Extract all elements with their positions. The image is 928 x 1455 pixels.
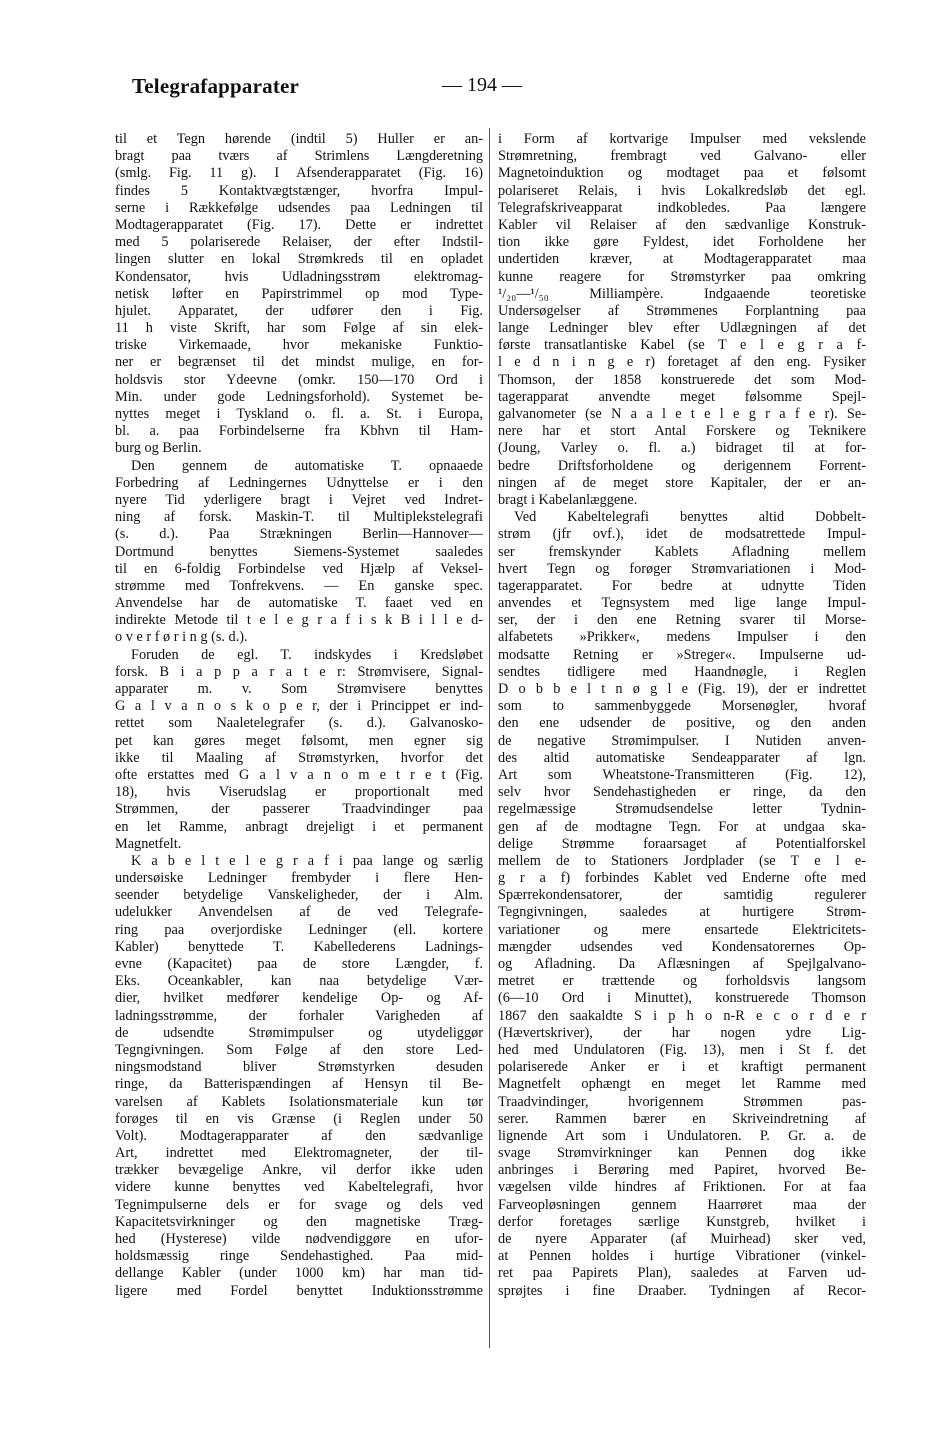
text-line: gen af de modtagne Tegn. For at undgaa ska- [498, 818, 866, 835]
text-line: til en 6-foldig Forbindelse ved Hjælp af Veksel- [115, 560, 483, 577]
text-line: apparater m. v. Som Strømvisere benyttes [115, 681, 483, 697]
text-line: forøges til en vis Grænse (i Reglen under 50 [115, 1110, 483, 1127]
text-line: hed (Hysterese) vilde nødvendiggøre en ufor- [115, 1231, 483, 1247]
text-line: videre kunne benyttes ved Kabeltelegrafi, hvor [115, 1179, 483, 1196]
text-line: lignende Art som i Undulatoren. P. Gr. a. de [498, 1127, 866, 1144]
text-line: (6—10 Ord i Minuttet), konstruerede Thomson [498, 990, 866, 1007]
text-line: Farveopløsningen gennem Haarrøret maa der [498, 1196, 866, 1213]
text-line: svage Strømvirkninger kan Pennen dog ikke [498, 1145, 866, 1162]
text-line: de udsendte Strømimpulser og utydeliggør [115, 1024, 483, 1041]
text-line: Foruden de egl. T. indskydes i Kredsløbet [131, 646, 483, 663]
text-line: Den gennem de automatiske T. opnaaede [131, 457, 483, 474]
text-line: rettet som Naaletelegrafer (s. d.). Galvanosko- [115, 715, 483, 732]
text-line: en let Ramme, anbragt drejeligt i et permanent [115, 818, 483, 835]
running-title: Telegrafapparater [132, 74, 300, 98]
text-line: at Pennen holdes i hurtige Vibrationer (vinkel- [498, 1248, 866, 1265]
text-line: Traadvindinger, hvorigennem Strømmen pas- [498, 1093, 866, 1110]
text-line: ningen af de meget store Kapitaler, der er an- [498, 474, 866, 491]
text-line: undersøiske Ledninger frembyder i flere Hen- [115, 870, 483, 887]
text-line: ser fremskynder Kablets Afladning mellem [498, 543, 866, 560]
text-line: des altid automatiske Sendeapparater af lgn. [498, 749, 866, 766]
text-line: ofte erstattes med G a l v a n o m e t r e t (Fig. [115, 766, 483, 783]
text-line: l e d n i n g e r) foretaget af den eng. Fysiker [498, 354, 866, 371]
page-number: — 194 — [442, 74, 522, 96]
text-line: 1867 den saakaldte S i p h o n-R e c o r d e r [498, 1007, 866, 1024]
text-line: holdsmæssig ringe Sendehastighed. Paa mid- [115, 1248, 483, 1265]
text-line: trækker bevægelige Ankre, vil derfor ikke uden [115, 1162, 483, 1179]
text-line: (Hævertskriver), der har nogen ydre Lig- [498, 1024, 866, 1041]
text-line: delige Strømme foraarsaget af Potentialforskel [498, 835, 866, 852]
text-line: ret paa Papirets Plan), saaledes at Farven ud- [498, 1265, 866, 1282]
text-line: ser, der i den ene Retning svarer til Morse- [498, 612, 866, 629]
text-line: den ene udsender de positive, og den anden [498, 715, 866, 732]
text-line: sprøjtes i fine Draaber. Tydningen af Recor- [498, 1282, 866, 1299]
text-line: ningsmodstand bliver Strømstyrken desuden [115, 1059, 483, 1076]
text-line: (s. d.). Paa Strækningen Berlin—Hannover— [115, 526, 483, 543]
text-line: Tegngivningen. Som Følge af den store Led- [115, 1041, 483, 1058]
text-line: sendtes tidligere med Haandnøgle, i Reglen [498, 663, 866, 680]
text-line: Art som Wheatstone-Transmitteren (Fig. 12), [498, 766, 866, 783]
text-line: ner er begrænset til det mindst mulige, en for- [115, 354, 483, 371]
text-line: Eks. Oceankabler, kan naa betydelige Vær- [115, 973, 483, 990]
text-line: undertiden kræver, at Modtagerapparatet maa [498, 251, 866, 268]
text-line: Undersøgelser af Strømmenes Forplantning paa [498, 302, 866, 319]
text-line: Magnetfelt. [115, 835, 182, 852]
text-line: hvert Tegn og forøger Strømvariationen i Mod- [498, 560, 866, 577]
text-line: Telegrafskriveapparat indkobledes. Paa længere [498, 199, 866, 216]
text-line: selv hvor Sendehastigheden er ringe, da den [498, 784, 866, 801]
text-line: mængder udsendes ved Kondensatorernes Op- [498, 938, 866, 955]
text-line: de nyere Apparater (af Muirhead) sker ved, [498, 1231, 866, 1247]
text-line: o v e r f ø r i n g (s. d.). [115, 629, 248, 646]
text-line: lange Ledninger blev efter Udlægningen af det [498, 320, 866, 337]
text-line: tion ikke gøre Fyldest, idet Forholdene her [498, 234, 866, 251]
text-line: mellem de to Stationers Jordplader (se T e l e- [498, 852, 866, 869]
text-line: hed med Undulatoren (Fig. 13), men i St f. det [498, 1041, 866, 1058]
text-line: Kabler) benyttede T. Kabellederens Ladnings- [115, 938, 483, 955]
text-line: triske Virkemaade, hvor mekaniske Funktio- [115, 337, 483, 354]
text-line: Forbedring af Ledningernes Udnyttelse er i den [115, 474, 483, 491]
text-line: bl. a. paa Forbindelserne fra Kbhvn til Ham- [115, 423, 483, 440]
text-line: galvanometer (se N a a l e t e l e g r a f e r). Se- [498, 406, 866, 422]
text-line: ¹/₂₀—¹/₅₀ Milliampère. Indgaaende teoretiske [498, 285, 866, 302]
page-header [132, 74, 852, 102]
text-line: bragt paa tværs af Strimlens Længderetning [115, 148, 483, 165]
text-line: G a l v a n o s k o p e r, der i Princippet er ind- [115, 698, 483, 715]
text-line: pet kan gøres meget følsomt, men egner sig [115, 732, 483, 749]
text-line: derfor foretages særlige Kunstgreb, hvilket i [498, 1213, 866, 1230]
text-line: ringe, da Batterispændingen af Hensyn til Be- [115, 1076, 483, 1093]
text-line: Thomson, der 1858 konstruerede det som Mod- [498, 371, 866, 388]
text-line: ladningsstrømme, der forhaler Varigheden af [115, 1007, 483, 1024]
text-line: bragt i Kabelanlæggene. [498, 491, 638, 508]
text-line: første transatlantiske Kabel (se T e l e g r a f- [498, 337, 866, 354]
text-line: Tegnimpulserne dels er for svage og dels ved [115, 1196, 483, 1213]
text-line: ligere med Fordel benyttet Induktionsstrømme [115, 1282, 483, 1299]
text-line: til et Tegn hørende (indtil 5) Huller er an- [115, 131, 483, 147]
text-line: D o b b e l t n ø g l e (Fig. 19), der er indrettet [498, 681, 866, 697]
text-line: forsk. B i a p p a r a t e r: Strømvisere, Signal- [115, 663, 483, 680]
text-line: serer. Rammen bærer en Skriveindretning af [498, 1110, 866, 1127]
text-line: tagerapparatet. For bedre at udnytte Tiden [498, 577, 866, 594]
text-line: Magnetoinduktion og modtaget paa et følsomt [498, 165, 866, 182]
text-line: modsatte Retning er »Streger«. Impulserne ud- [498, 646, 866, 663]
column-divider [489, 128, 490, 1348]
text-line: varelsen af Kablets Isolationsmateriale kun tør [115, 1093, 483, 1110]
text-line: K a b e l t e l e g r a f i paa lange og særlig [131, 852, 483, 869]
text-line: (Joung, Varley o. fl. a.) bidraget til at for- [498, 440, 866, 457]
text-line: Modtagerapparatet (Fig. 17). Dette er indrettet [115, 216, 483, 233]
text-line: evne (Kapacitet) paa de store Længder, f. [115, 956, 483, 972]
text-line: Spærrekondensatorer, der samtidig regulerer [498, 887, 866, 904]
left-text-column [115, 131, 483, 1300]
text-line: regelmæssige Strømudsendelse letter Tydnin- [498, 801, 866, 818]
text-line: Min. under gode Ledningsforhold). Systemet be- [115, 388, 483, 405]
text-line: nyere Tid yderligere bragt i Vejret ved Indret- [115, 491, 483, 508]
text-line: nere har et stort Antal Forskere og Teknikere [498, 423, 866, 440]
text-line: serne i Rækkefølge udsendes paa Ledningen til [115, 199, 483, 216]
text-line: polariseret Relais, i hvis Lokalkredsløb det egl. [498, 182, 866, 199]
text-line: Kabler vil Relaiser af den sædvanlige Konstruk- [498, 216, 866, 233]
text-line: tagerapparat anvendte meget følsomme Spejl- [498, 388, 866, 405]
text-line: nyttes meget i Tyskland o. fl. a. St. i Europa, [115, 406, 483, 422]
text-line: kunne reagere for Strømstyrker paa omkring [498, 268, 866, 285]
text-line: i Form af kortvarige Impulser med vekslende [498, 131, 866, 147]
text-line: strømme med Tonfrekvens. — En ganske spec. [115, 577, 483, 594]
text-line: (smlg. Fig. 11 g). I Afsenderapparatet (Fig. 16) [115, 165, 483, 182]
text-line: dier, hvilket medfører kendelige Op- og Af- [115, 990, 483, 1007]
text-line: 18), hvis Viserudslag er proportionalt med [115, 784, 483, 801]
text-line: de negative Strømimpulser. I Nutiden anven- [498, 732, 866, 749]
text-line: burg og Berlin. [115, 440, 202, 457]
text-line: Strømmen, der passerer Traadvindinger paa [115, 801, 483, 818]
text-line: anbringes i Berøring med Papiret, hvorved Be- [498, 1162, 866, 1179]
text-line: 11 h viste Skrift, har som Følge af sin elek- [115, 320, 483, 337]
text-line: Dortmund benyttes Siemens-Systemet saaledes [115, 543, 483, 560]
text-line: ikke til Maaling af Strømstyrken, hvorfor det [115, 749, 483, 766]
text-line: g r a f) forbindes Kablet ved Enderne ofte med [498, 870, 866, 887]
text-line: Magnetfelt ophængt en meget let Ramme med [498, 1076, 866, 1093]
text-line: hjulet. Apparatet, der udfører den i Fig. [115, 302, 483, 319]
text-line: dellange Kabler (under 1000 km) har man tid- [115, 1265, 483, 1282]
text-line: holdsvis stor Ydeevne (omkr. 150—170 Ord i [115, 371, 483, 388]
text-line: variationer og mere ensartede Elektricitets- [498, 921, 866, 938]
text-line: Ved Kabeltelegrafi benyttes altid Dobbelt- [514, 509, 866, 526]
text-line: vægelsen vilde hindres af Friktionen. For at faa [498, 1179, 866, 1196]
text-line: udelukker Anvendelsen af de ved Telegrafe- [115, 904, 483, 921]
text-line: Kapacitetsvirkninger og den magnetiske Træg- [115, 1213, 483, 1230]
text-line: findes 5 Kontaktvægtstænger, hvorfra Impul- [115, 182, 483, 199]
text-line: Strømretning, frembragt ved Galvano- eller [498, 148, 866, 165]
text-line: Anvendelse har de automatiske T. faaet ved en [115, 595, 483, 612]
text-line: Art, indrettet med Elektromagneter, der til- [115, 1145, 483, 1162]
text-line: med 5 polariserede Relaiser, der efter Indstil- [115, 234, 483, 251]
text-line: anvendes et Tegnsystem med lige lange Impul- [498, 595, 866, 612]
text-line: metret er trættende og forholdsvis langsom [498, 973, 866, 990]
text-line: Volt). Modtagerapparater af den sædvanlige [115, 1127, 483, 1144]
text-line: seender betydelige Vanskeligheder, der i Alm. [115, 887, 483, 904]
text-line: ning af forsk. Maskin-T. til Multiplekstelegrafi [115, 509, 483, 526]
text-line: som to sammenbyggede Morsenøgler, hvoraf [498, 698, 866, 715]
text-line: Kondensator, hvis Udladningsstrøm elektromag- [115, 268, 483, 285]
text-line: polariserede Anker er i et kraftigt permanent [498, 1059, 866, 1076]
text-line: indirekte Metode til t e l e g r a f i s k B i l l e d- [115, 612, 483, 629]
text-line: lingen slutter en lokal Strømkreds til en opladet [115, 251, 483, 268]
text-line: ring paa overjordiske Ledninger (ell. kortere [115, 921, 483, 938]
text-line: strøm (jfr ovf.), idet de modsatrettede Impul- [498, 526, 866, 543]
text-line: alfabetets »Prikker«, medens Impulser i den [498, 629, 866, 646]
text-line: og Afladning. Da Aflæsningen af Spejlgalvano- [498, 956, 866, 972]
text-line: netisk løfter en Papirstrimmel op mod Type- [115, 285, 483, 302]
text-line: bedre Driftsforholdene og derigennem Forrent- [498, 457, 866, 474]
text-line: Tegngivningen, saaledes at hurtigere Strøm- [498, 904, 866, 921]
right-text-column [498, 131, 866, 1300]
